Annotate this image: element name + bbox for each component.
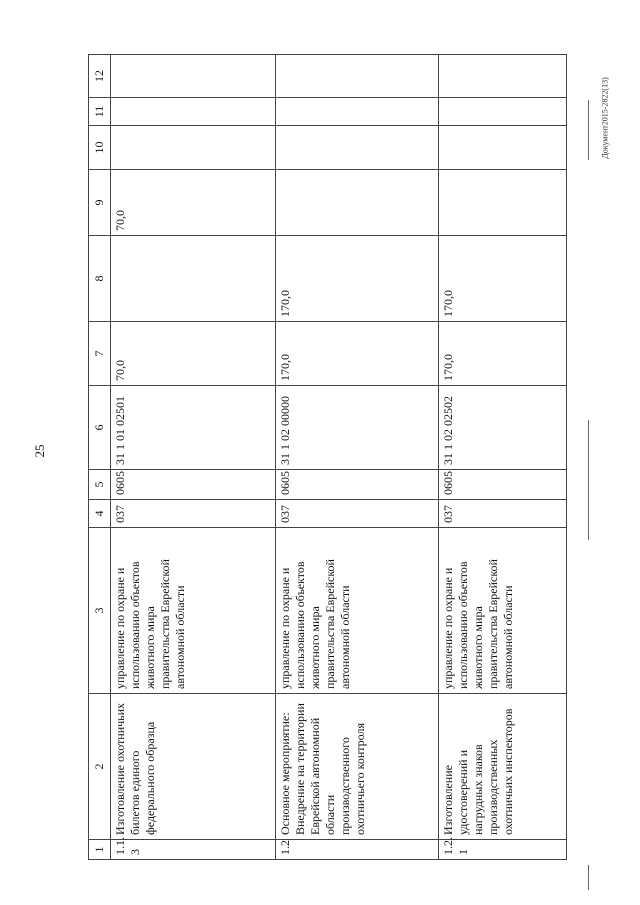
executor-cell: управление по охране и использованию объектов животного мира правительства Еврейской автономной области [111,528,276,694]
amount-cell [111,55,276,98]
column-header: 4 [89,500,111,528]
activity-name-cell: Изготовление охотничьих билетов единого федерального образца [111,694,276,840]
amount-cell [439,55,567,98]
document-code: Документ2015-2822(13) [600,77,610,159]
column-header: 10 [89,126,111,170]
amount-cell [111,126,276,170]
column-header: 7 [89,322,111,386]
scan-artifact [588,100,589,160]
amount-cell [111,98,276,126]
amount-cell [276,170,439,236]
amount-cell: 170,0 [439,236,567,322]
column-header: 1 [89,840,111,860]
table-row [439,55,567,860]
section-code-cell: 0605 [111,470,276,500]
column-header: 11 [89,98,111,126]
amount-cell: 70,0 [111,322,276,386]
amount-cell [276,126,439,170]
amount-cell [276,98,439,126]
table-row [276,55,439,860]
scan-artifact [588,865,589,890]
amount-cell: 70,0 [111,170,276,236]
amount-cell [111,236,276,322]
column-header: 9 [89,170,111,236]
activity-name-cell: Изготовление удостоверений и нагрудных знаков производственных охотничьих инспекторов [439,694,567,840]
grbs-code-cell: 037 [439,500,567,528]
executor-cell: управление по охране и использованию объектов животного мира правительства Еврейской автономной области [276,528,439,694]
amount-cell [439,170,567,236]
amount-cell: 170,0 [439,322,567,386]
table-row [111,55,276,860]
amount-cell [276,55,439,98]
row-number-cell: 1.2. 1 [439,840,567,860]
grbs-code-cell: 037 [111,500,276,528]
column-header: 6 [89,386,111,470]
column-header: 8 [89,236,111,322]
activity-name-cell: Основное мероприятие: Внедрение на территории Еврейской автономной области производственного охотничьего контроля [276,694,439,840]
column-header: 5 [89,470,111,500]
section-code-cell: 0605 [276,470,439,500]
target-article-cell: 31 1 02 02502 [439,386,567,470]
target-article-cell: 31 1 02 00000 [276,386,439,470]
amount-cell [439,126,567,170]
executor-cell: управление по охране и использованию объектов животного мира правительства Еврейской автономной области [439,528,567,694]
grbs-code-cell: 037 [276,500,439,528]
header-row [89,55,111,860]
amount-cell: 170,0 [276,236,439,322]
target-article-cell: 31 1 01 02501 [111,386,276,470]
amount-cell [439,98,567,126]
column-header: 2 [89,694,111,840]
row-number-cell: 1.1. 3 [111,840,276,860]
rotated-table-wrapper [88,55,588,860]
column-header: 12 [89,55,111,98]
budget-table [88,54,567,860]
scan-artifact [588,420,589,540]
page-number: 25 [32,444,47,458]
row-number-cell: 1.2 [276,840,439,860]
section-code-cell: 0605 [439,470,567,500]
amount-cell: 170,0 [276,322,439,386]
column-header: 3 [89,528,111,694]
